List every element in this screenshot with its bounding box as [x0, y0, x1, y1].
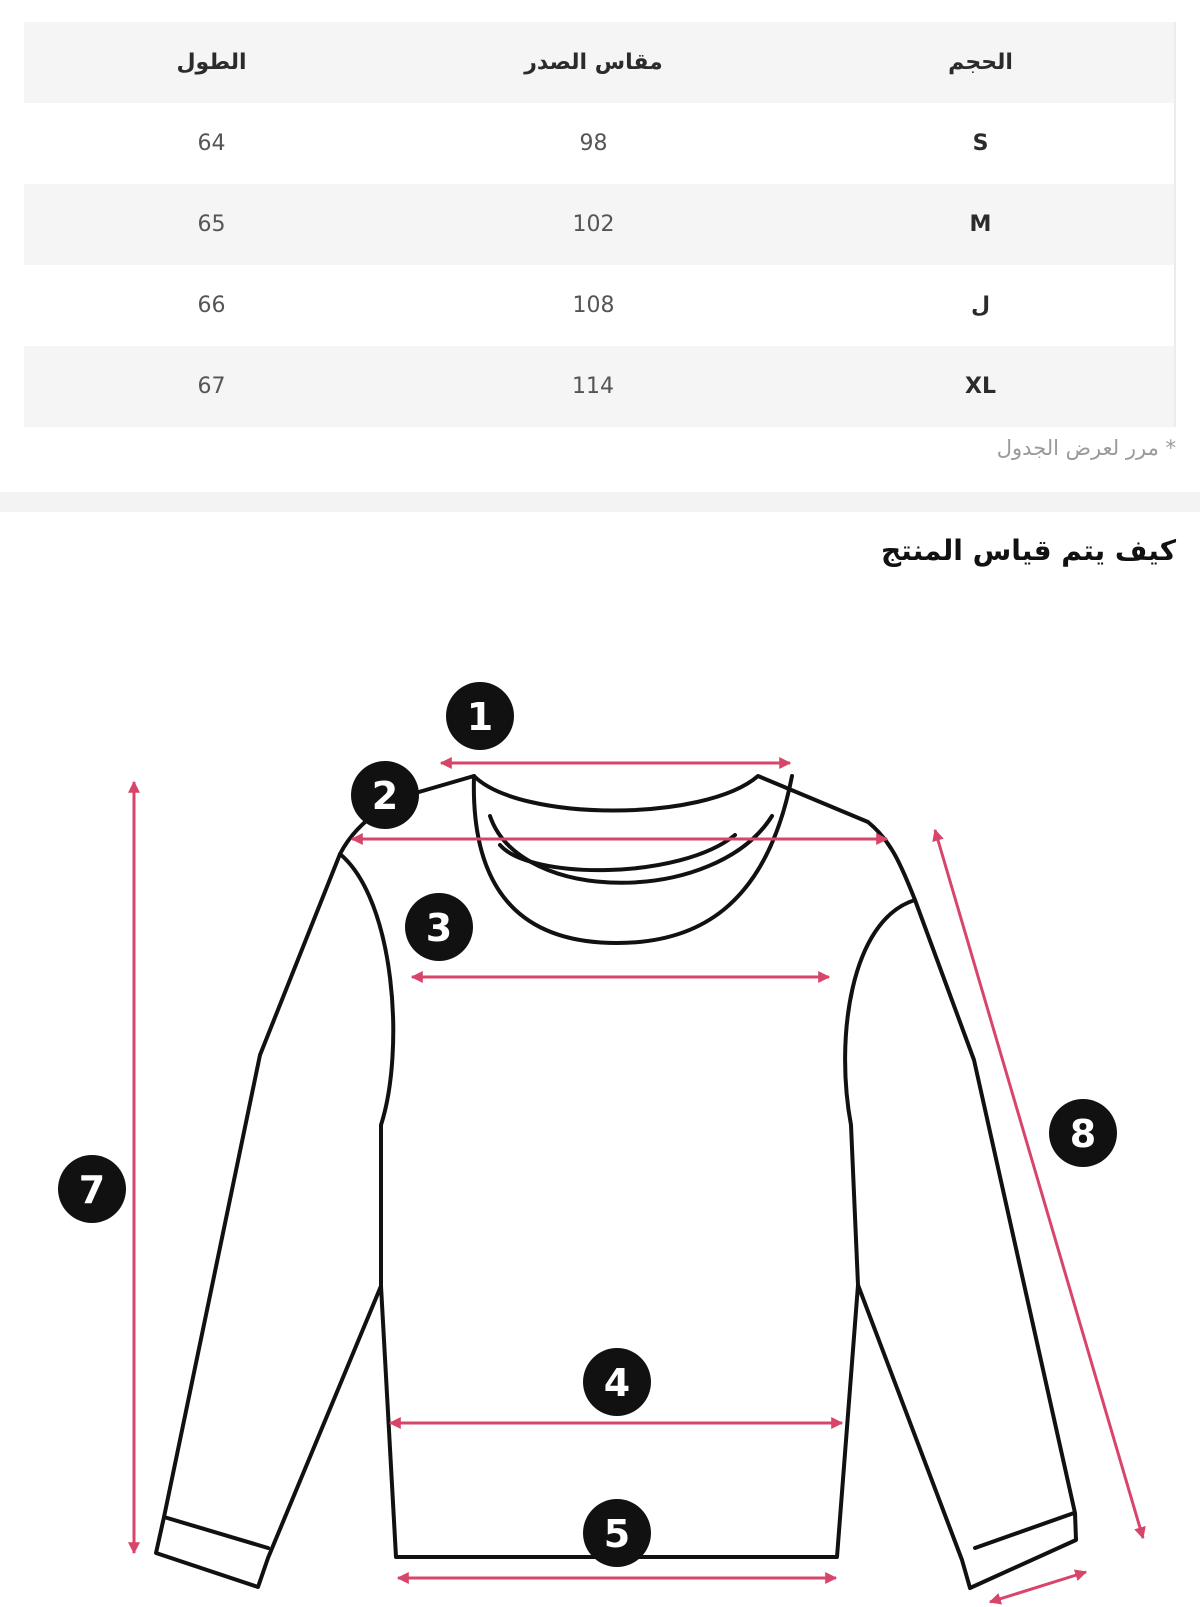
- section-title: كيف يتم قياس المنتج: [880, 534, 1176, 567]
- table-header-row: [24, 22, 1175, 103]
- marker-label: 4: [603, 1361, 631, 1405]
- marker-label: 2: [371, 774, 399, 818]
- marker-label: 7: [78, 1168, 106, 1212]
- cell-chest: 102: [399, 184, 787, 265]
- cell-length: 64: [197, 131, 226, 156]
- table-row: [24, 184, 1175, 265]
- marker-label: 3: [425, 906, 453, 950]
- size-chart-table[interactable]: [24, 22, 1176, 427]
- marker-label: 8: [1069, 1112, 1097, 1156]
- marker-badge-7: [58, 1155, 126, 1223]
- header-chest: مقاس الصدر: [399, 22, 787, 103]
- marker-label: 5: [603, 1512, 631, 1556]
- table-row: [24, 346, 1175, 427]
- marker-label: 1: [466, 695, 494, 739]
- cell-size: ل: [970, 293, 991, 318]
- cell-size: XL: [787, 346, 1175, 427]
- cell-chest: 114: [399, 346, 787, 427]
- table-row: [24, 103, 1175, 184]
- cell-length: 67: [24, 346, 399, 427]
- header-size: الحجم: [787, 22, 1175, 103]
- sleeve-length-arrow: [935, 830, 1143, 1538]
- marker-badge-2: [351, 761, 419, 829]
- sweater-outline: [156, 776, 1076, 1588]
- table-row: [24, 265, 1175, 346]
- double-arrow-icon: [134, 763, 1143, 1602]
- cell-chest: 108: [572, 293, 615, 318]
- cell-size: S: [972, 131, 989, 156]
- marker-badge-3: [405, 893, 473, 961]
- cell-size: M: [787, 184, 1175, 265]
- marker-badge-5: [583, 1499, 651, 1567]
- sweater-outline-icon: [0, 600, 1200, 1607]
- header-length: الطول: [24, 22, 399, 103]
- scroll-hint: * مرر لعرض الجدول: [996, 436, 1176, 460]
- cell-length: 65: [24, 184, 399, 265]
- cell-length: 66: [197, 293, 226, 318]
- cuff-width-arrow: [990, 1572, 1086, 1602]
- section-divider: [0, 492, 1200, 512]
- marker-badge-1: [446, 682, 514, 750]
- marker-badge-8: [1049, 1099, 1117, 1167]
- cell-chest: 98: [579, 131, 608, 156]
- marker-badge-4: [583, 1348, 651, 1416]
